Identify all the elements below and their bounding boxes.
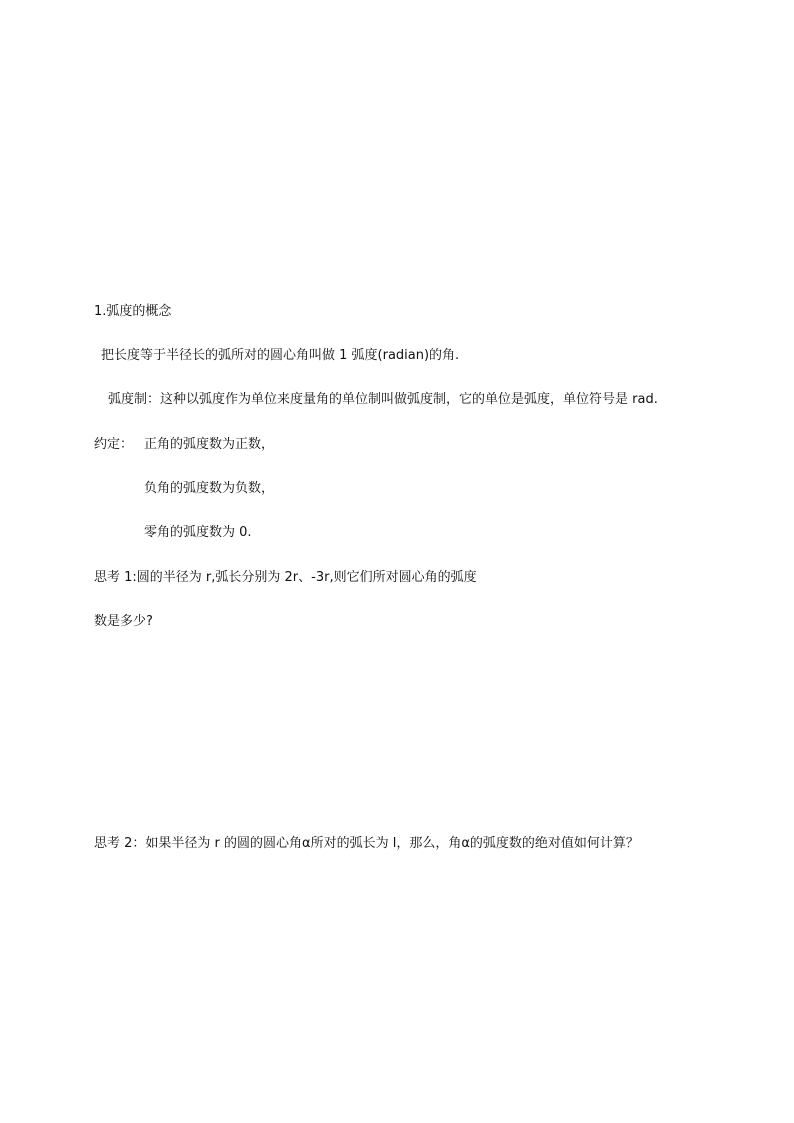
convention-item-zero: 零角的弧度数为 0. xyxy=(144,525,252,540)
question-1-line-1: 思考 1:圆的半径为 r,弧长分别为 2r、-3r,则它们所对圆心角的弧度 xyxy=(94,570,477,585)
convention-item-positive: 正角的弧度数为正数， xyxy=(144,437,275,452)
radian-definition: 把长度等于半径长的弧所对的圆心角叫做 1 弧度(radian)的角. xyxy=(101,348,460,363)
convention-label: 约定： xyxy=(94,437,134,452)
question-1-line-2: 数是多少? xyxy=(94,614,153,629)
radian-system-text: 弧度制：这种以弧度作为单位来度量角的单位制叫做弧度制，它的单位是弧度，单位符号是 rad. xyxy=(108,392,658,407)
section-title: 1.弧度的概念 xyxy=(94,304,172,319)
convention-item-negative: 负角的弧度数为负数， xyxy=(144,481,275,496)
question-2: 思考 2：如果半径为 r 的圆的圆心角α所对的弧长为 l，那么，角α的弧度数的绝对值如何计算？ xyxy=(94,836,639,851)
